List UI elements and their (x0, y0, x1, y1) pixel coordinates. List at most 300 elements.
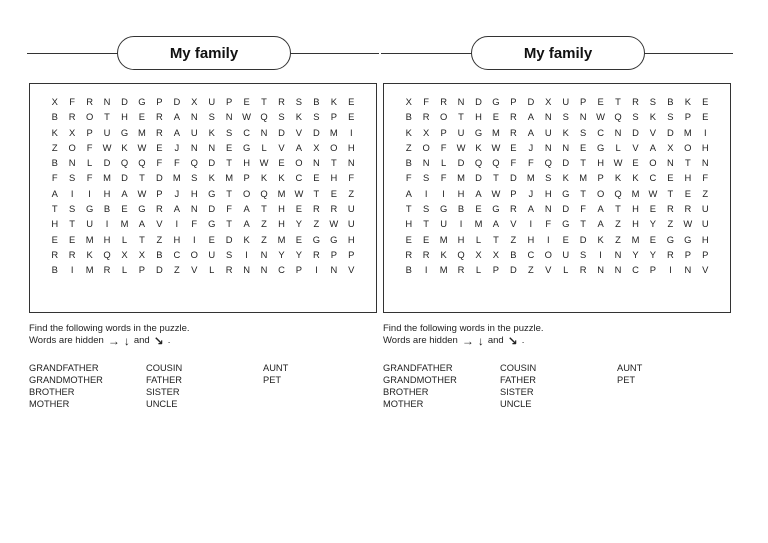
grid-letter: L (475, 264, 482, 276)
word-item: PET (263, 375, 282, 385)
worksheet-panel-right (381, 36, 733, 416)
grid-letter: N (260, 264, 268, 276)
grid-letter: R (422, 248, 430, 260)
grid-letter: O (330, 141, 338, 153)
grid-letter: D (208, 203, 216, 215)
grid-letter: Z (615, 218, 621, 230)
grid-letter: S (580, 126, 587, 138)
grid-letter: Z (667, 218, 674, 230)
grid-letter: I (459, 218, 463, 230)
grid-letter: D (278, 126, 285, 138)
grid-letter: W (456, 141, 466, 153)
grid-letter: R (509, 111, 517, 123)
grid-letter: G (208, 187, 216, 199)
grid-letter: T (104, 111, 110, 123)
grid-letter: K (597, 233, 604, 245)
grid-letter: O (190, 248, 198, 260)
grid-letter: E (510, 141, 517, 153)
grid-letter: U (86, 218, 93, 230)
grid-letter: N (701, 157, 709, 169)
grid-letter: L (615, 141, 621, 153)
grid-letter: B (103, 203, 111, 215)
grid-letter: K (405, 126, 412, 138)
grid-letter: R (509, 126, 517, 138)
grid-letter: G (242, 141, 251, 153)
grid-letter: O (684, 141, 692, 153)
word-item: GRANDFATHER (29, 363, 99, 373)
grid-letter: Z (156, 233, 163, 245)
grid-letter: W (596, 111, 606, 123)
grid-letter: G (330, 233, 338, 245)
grid-letter: K (278, 172, 285, 184)
grid-letter: A (173, 203, 180, 215)
grid-letter: E (562, 233, 569, 245)
grid-letter: N (330, 264, 338, 276)
grid-letter: R (68, 248, 76, 260)
letter-grid (400, 94, 714, 278)
grid-letter: Z (261, 218, 267, 230)
grid-letter: N (457, 96, 465, 107)
grid-letter: K (562, 126, 569, 138)
grid-letter: A (527, 203, 534, 215)
grid-letter: G (684, 233, 692, 245)
grid-letter: R (86, 96, 93, 107)
grid-letter: C (632, 264, 639, 276)
grid-letter: Q (260, 187, 268, 199)
grid-letter: L (121, 233, 128, 245)
grid-letter: X (492, 248, 500, 260)
grid-letter: D (225, 233, 233, 245)
grid-letter: U (544, 126, 552, 138)
grid-letter: C (649, 172, 657, 184)
word-search-box (383, 83, 731, 313)
grid-letter: E (667, 172, 674, 184)
grid-letter: W (329, 218, 339, 230)
grid-letter: T (580, 157, 587, 169)
grid-letter: X (121, 248, 128, 260)
instructions-line1: Find the following words in the puzzle. (383, 323, 544, 334)
grid-letter: N (260, 126, 268, 138)
grid-letter: V (295, 126, 303, 138)
word-item: COUSIN (146, 363, 183, 373)
grid-letter: A (295, 141, 303, 153)
word-slot-empty (263, 399, 380, 411)
grid-letter: I (703, 126, 707, 138)
grid-letter: F (51, 172, 58, 184)
grid-letter: G (596, 141, 605, 153)
grid-letter: I (105, 218, 109, 230)
grid-letter: T (615, 203, 621, 215)
grid-letter: E (423, 233, 430, 245)
grid-letter: E (278, 157, 285, 169)
grid-letter: N (208, 141, 216, 153)
grid-letter: M (439, 233, 448, 245)
grid-letter: M (474, 218, 483, 230)
grid-letter: G (474, 126, 483, 138)
grid-letter: A (173, 111, 180, 123)
grid-letter: S (632, 111, 639, 123)
grid-letter: R (330, 203, 338, 215)
grid-letter: P (510, 187, 517, 199)
instructions (29, 323, 190, 347)
grid-letter: H (330, 172, 338, 184)
grid-letter: N (562, 141, 570, 153)
grid-letter: T (580, 187, 587, 199)
grid-letter: T (69, 218, 76, 230)
grid-letter: N (544, 141, 552, 153)
grid-letter: I (315, 264, 318, 276)
word-item: GRANDMOTHER (29, 375, 103, 385)
grid-letter: U (208, 248, 216, 260)
grid-letter: A (51, 187, 58, 199)
grid-letter: H (684, 172, 692, 184)
grid-letter: D (121, 96, 128, 107)
grid-letter: Z (702, 187, 709, 199)
grid-letter: D (562, 157, 570, 169)
grid-letter: C (295, 172, 303, 184)
word-item: AUNT (263, 363, 289, 373)
grid-letter: Z (313, 218, 320, 230)
grid-letter: Y (632, 248, 639, 260)
grid-letter: M (277, 187, 286, 199)
grid-letter: T (139, 233, 145, 245)
grid-letter: S (562, 111, 569, 123)
grid-letter: Q (138, 157, 146, 169)
grid-letter: W (491, 141, 501, 153)
grid-letter: Q (190, 157, 198, 169)
grid-letter: P (156, 187, 163, 199)
grid-letter: A (243, 218, 250, 230)
grid-letter: U (701, 203, 709, 215)
grid-letter: B (313, 96, 320, 107)
grid-letter: R (312, 248, 320, 260)
grid-letter: L (121, 264, 128, 276)
grid-letter: J (528, 141, 534, 153)
grid-letter: Z (348, 187, 355, 199)
grid-letter: T (684, 157, 691, 169)
grid-letter: E (330, 187, 337, 199)
grid-letter: R (155, 203, 163, 215)
grid-letter: V (545, 264, 552, 276)
grid-letter: M (526, 172, 535, 184)
grid-letter: H (632, 218, 639, 230)
grid-letter: K (121, 141, 128, 153)
grid-letter: P (330, 111, 337, 123)
grid-letter: V (191, 264, 198, 276)
worksheet-panel-left (27, 36, 379, 416)
word-slot-empty (263, 387, 380, 399)
grid-letter: P (226, 96, 233, 107)
grid-letter: P (156, 96, 163, 107)
grid-letter: X (667, 141, 674, 153)
grid-letter: I (546, 233, 550, 245)
grid-letter: V (156, 218, 163, 230)
grid-letter: H (632, 203, 639, 215)
grid-letter: W (242, 111, 252, 123)
grid-letter: R (405, 248, 413, 260)
grid-letter: V (702, 264, 709, 276)
grid-letter: W (102, 141, 112, 153)
grid-letter: I (245, 248, 248, 260)
grid-letter: B (51, 111, 58, 123)
grid-letter: Q (260, 111, 268, 123)
grid-letter: N (260, 248, 268, 260)
grid-letter: D (562, 203, 570, 215)
word-list (29, 363, 381, 411)
word-item: FATHER (146, 375, 182, 385)
grid-letter: Z (51, 141, 58, 153)
grid-letter: U (347, 203, 355, 215)
grid-letter: N (422, 157, 430, 169)
grid-letter: K (243, 233, 250, 245)
grid-letter: X (423, 126, 430, 138)
grid-letter: T (405, 203, 412, 215)
grid-letter: K (208, 172, 215, 184)
grid-letter: X (69, 126, 76, 138)
grid-letter: S (313, 111, 320, 123)
grid-letter: N (579, 111, 587, 123)
grid-letter: R (579, 264, 587, 276)
grid-letter: P (330, 248, 337, 260)
grid-letter: G (138, 96, 146, 107)
grid-letter: T (580, 218, 587, 230)
grid-letter: Q (544, 157, 552, 169)
word-item: BROTHER (29, 387, 75, 397)
grid-letter: Z (510, 233, 517, 245)
grid-letter: A (475, 187, 482, 199)
grid-letter: S (580, 248, 587, 260)
grid-letter: R (684, 203, 692, 215)
grid-letter: V (632, 141, 639, 153)
grid-letter: I (599, 248, 602, 260)
grid-letter: Y (295, 248, 303, 260)
grid-letter: U (208, 96, 216, 107)
grid-letter: P (702, 248, 709, 260)
grid-letter: E (702, 111, 709, 123)
grid-letter: D (579, 233, 587, 245)
grid-letter: G (562, 187, 570, 199)
grid-letter: G (312, 233, 321, 245)
grid-letter: E (702, 96, 709, 107)
grid-letter: H (173, 233, 181, 245)
grid-letter: A (649, 141, 657, 153)
grid-letter: R (51, 248, 59, 260)
word-item: UNCLE (500, 399, 532, 409)
grid-letter: I (424, 187, 428, 199)
grid-letter: I (442, 187, 445, 199)
grid-letter: F (440, 141, 447, 153)
grid-letter: F (69, 96, 76, 107)
grid-letter: N (347, 157, 355, 169)
grid-letter: H (701, 141, 709, 153)
grid-letter: Y (649, 248, 657, 260)
grid-letter: H (597, 157, 604, 169)
grid-letter: C (278, 264, 285, 276)
grid-letter: J (528, 187, 534, 199)
grid-letter: W (648, 187, 658, 199)
grid-letter: T (330, 157, 337, 169)
grid-letter: R (155, 126, 163, 138)
grid-letter: P (138, 264, 146, 276)
grid-letter: A (138, 218, 146, 230)
grid-letter: G (138, 203, 146, 215)
grid-letter: R (103, 264, 111, 276)
grid-letter: N (190, 203, 198, 215)
worksheet-title: My family (471, 36, 645, 70)
grid-letter: H (278, 203, 285, 215)
grid-letter: T (667, 187, 674, 199)
grid-letter: L (86, 157, 93, 169)
grid-letter: K (475, 141, 482, 153)
grid-letter: B (405, 264, 412, 276)
grid-letter: O (422, 141, 430, 153)
grid-letter: M (277, 233, 286, 245)
grid-letter: F (348, 172, 355, 184)
grid-letter: E (632, 157, 639, 169)
grid-letter: B (51, 157, 58, 169)
instructions-prefix: Words are hidden (383, 335, 458, 346)
grid-letter: R (422, 111, 430, 123)
grid-letter: F (191, 218, 198, 230)
grid-letter: V (649, 126, 657, 138)
grid-letter: T (493, 172, 499, 184)
grid-letter: S (69, 172, 76, 184)
grid-letter: M (138, 126, 146, 138)
grid-letter: E (597, 96, 604, 107)
grid-letter: D (103, 157, 111, 169)
grid-letter: I (175, 218, 179, 230)
grid-letter: Y (295, 218, 303, 230)
grid-letter: T (261, 203, 267, 215)
instructions-and: and (487, 335, 504, 346)
grid-letter: W (137, 187, 147, 199)
grid-letter: D (632, 126, 639, 138)
grid-letter: Q (103, 248, 111, 260)
grid-letter: H (347, 233, 355, 245)
word-item: UNCLE (146, 399, 178, 409)
grid-letter: R (440, 96, 447, 107)
grid-letter: Z (615, 233, 621, 245)
grid-letter: W (294, 187, 304, 199)
grid-letter: U (347, 218, 355, 230)
arrow-down-icon: ↓ (123, 334, 130, 348)
grid-letter: H (475, 111, 482, 123)
grid-letter: R (68, 111, 76, 123)
grid-letter: F (226, 203, 233, 215)
grid-letter: T (261, 96, 267, 107)
word-item: AUNT (617, 363, 643, 373)
grid-letter: E (649, 203, 657, 215)
grid-letter: K (562, 172, 569, 184)
grid-letter: R (509, 203, 517, 215)
grid-letter: S (423, 203, 430, 215)
grid-letter: H (51, 218, 59, 230)
grid-letter: C (243, 126, 250, 138)
grid-letter: P (295, 264, 303, 276)
grid-letter: A (527, 126, 534, 138)
grid-letter: G (208, 218, 216, 230)
grid-letter: A (597, 218, 604, 230)
grid-letter: E (313, 172, 320, 184)
grid-letter: V (348, 264, 355, 276)
grid-letter: O (596, 187, 605, 199)
grid-letter: G (439, 203, 448, 215)
grid-letter: I (424, 264, 428, 276)
grid-letter: P (86, 126, 93, 138)
word-item: MOTHER (29, 399, 70, 409)
grid-letter: E (243, 96, 250, 107)
instructions-prefix: Words are hidden (29, 335, 104, 346)
grid-letter: U (103, 126, 111, 138)
grid-letter: A (121, 187, 128, 199)
grid-letter: S (667, 111, 674, 123)
grid-letter: F (423, 96, 430, 107)
grid-letter: D (155, 264, 163, 276)
grid-letter: W (137, 141, 147, 153)
word-list (383, 363, 735, 411)
grid-letter: K (260, 172, 268, 184)
grid-letter: M (631, 187, 640, 199)
grid-letter: D (527, 96, 535, 107)
grid-letter: O (242, 187, 251, 199)
grid-letter: S (295, 96, 303, 107)
grid-letter: R (632, 96, 639, 107)
grid-letter: H (243, 157, 250, 169)
grid-letter: M (85, 264, 94, 276)
grid-letter: S (649, 96, 657, 107)
grid-letter: E (492, 111, 500, 123)
grid-letter: Y (649, 218, 657, 230)
instructions-end: . (167, 335, 171, 346)
grid-letter: K (86, 248, 93, 260)
grid-letter: S (226, 126, 233, 138)
word-item: FATHER (500, 375, 536, 385)
grid-letter: N (225, 111, 233, 123)
grid-letter: I (529, 218, 533, 230)
grid-letter: A (597, 203, 604, 215)
grid-letter: I (669, 264, 672, 276)
grid-letter: G (85, 203, 94, 215)
grid-letter: O (649, 157, 657, 169)
grid-letter: H (103, 187, 111, 199)
grid-letter: U (190, 126, 198, 138)
grid-letter: T (493, 233, 499, 245)
grid-letter: H (278, 218, 285, 230)
grid-letter: E (208, 233, 215, 245)
grid-letter: G (492, 96, 500, 107)
grid-letter: I (70, 264, 74, 276)
arrow-down-icon: ↓ (477, 334, 484, 348)
grid-letter: D (155, 172, 163, 184)
instructions-line2 (383, 335, 544, 347)
grid-letter: E (156, 141, 163, 153)
grid-letter: Y (278, 248, 285, 260)
grid-letter: P (649, 264, 657, 276)
arrow-right-icon: → (461, 334, 474, 348)
grid-letter: R (457, 264, 465, 276)
grid-letter: G (666, 233, 675, 245)
grid-letter: U (562, 248, 570, 260)
grid-letter: T (51, 203, 58, 215)
grid-letter: F (86, 172, 93, 184)
grid-letter: E (226, 141, 233, 153)
grid-letter: U (562, 96, 570, 107)
grid-letter: X (405, 96, 412, 107)
grid-letter: S (545, 172, 552, 184)
grid-letter: W (491, 187, 501, 199)
grid-letter: T (615, 96, 621, 107)
grid-letter: V (278, 141, 285, 153)
